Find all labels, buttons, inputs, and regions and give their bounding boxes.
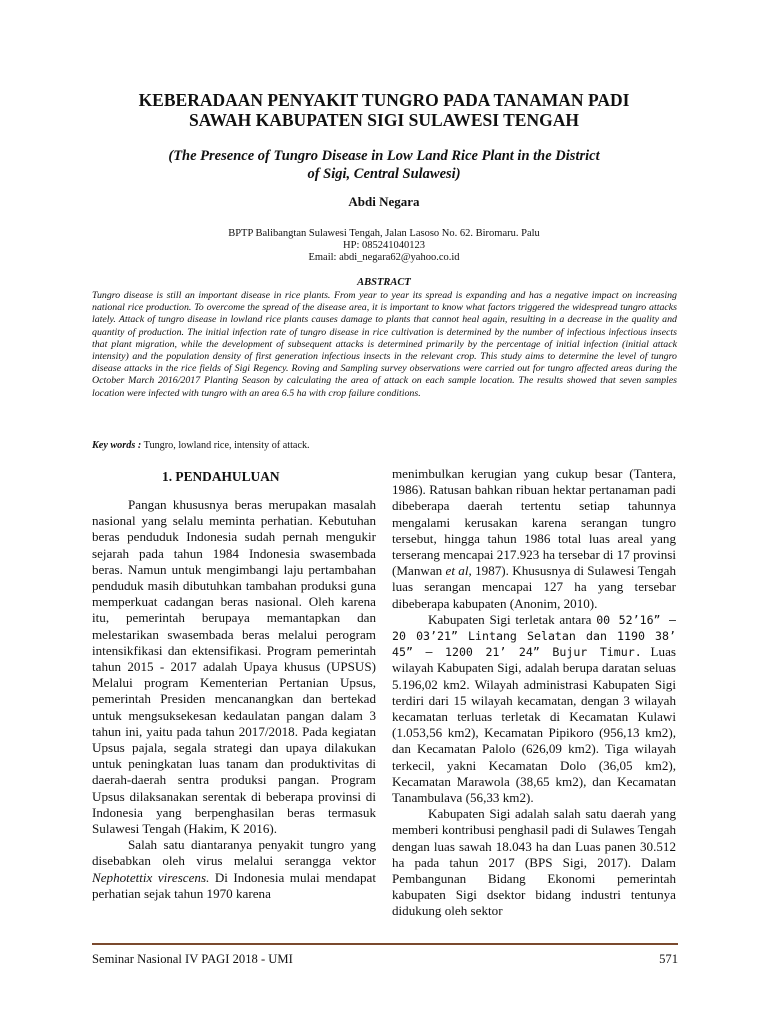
subtitle-line-2: of Sigi, Central Sulawesi) [307,166,461,182]
right-paragraph-1-text-b: 1987). Khususnya di Sulawesi Tengah luas serangan mencapai 127 ha yang tersebar dibeberapa kabupaten (Anonim, 2010). [392,563,677,611]
section-heading: 1. PENDAHULUAN [162,469,280,484]
paper-subtitle [110,147,658,183]
page-footer [92,952,678,966]
right-paragraph-1-text-a: menimbulkan kerugian yang cukup besar (Tantera, 1986). Ratusan bahkan ribuan hektar pertanaman padi dibeberapa daerah tertentu setiap tahunnya mengalami kerusakan karena serangan tungro tersebut, hingga tahun 1986 total luas areal yang terserang mencapai 217.923 ha tersebar di 17 provinsi (Manwan [392,466,676,579]
species-name: Nephotettix virescens. [92,869,210,885]
title-line-2: SAWAH KABUPATEN SIGI SULAWESI TENGAH [189,110,579,130]
title-line-1: KEBERADAAN PENYAKIT TUNGRO PADA TANAMAN PADI [138,90,630,110]
left-paragraph-1: Pangan khususnya beras merupakan masalah nasional yang selalu meminta perhatian. Kebutuhan beras penduduk Indonesia sudah pernah mengukir sejarah pada tahun 1984 Indonesia swasembada beras. Namun untuk mengimbangi laju pertambahan penduduk masih dibutuhkan tambahan produksi guna memperkuat cadangan beras nasional. Oleh karena itu, pemerintah berupaya memantapkan dan melestarikan swasembada beras melalui perogram intensikfikasi dan ektensifikasi. Program pemerintah tahun 2015 - 2017 adalah Upaya khusus (UPSUS) Melalui program Kementerian Pertanian Upsus, pemerintah Presiden mencanangkan dan bertekad untuk mengsuksekesan kedaulatan pangan dalam 3 tahun ini, yaitu pada tahun 2017/2018. Pada kegiatan Upsus pajala, segala strategi dan upaya dilakukan untuk peningkatan luas tanam dan produktivitas di daerah-daerah sentra produksi pangan. Program Upsus dilaksanakan serentak di beberapa provinsi di Indonesia yang berpenghasilan beras termasuk Sulawesi Tengah (Hakim, K 2016). [92,497,376,837]
et-al: et al, [445,563,472,579]
abstract-heading: ABSTRACT [357,277,411,288]
keywords [92,440,310,452]
right-column [392,466,676,920]
right-paragraph-3: Kabupaten Sigi adalah salah satu daerah yang memberi kontribusi penghasil padi di Sulawes Tengah dengan luas sawah 18.043 ha dan Luas panen 30.512 ha pada tahun 2017 (BPS Sigi, 2017). Dalam Pembangunan Bidang Ekonomi pemerintah kabupaten Sigi dsektor bidang industri tentunya didukung oleh sektor [392,806,676,919]
author-name: Abdi Negara [348,194,420,209]
affiliation-phone: HP: 085241040123 [343,240,425,252]
affiliation [0,228,768,265]
subtitle-line-1: (The Presence of Tungro Disease in Low Land Rice Plant in the District [168,148,600,164]
affiliation-address: BPTP Balibangtan Sulawesi Tengah, Jalan Lasoso No. 62. Biromaru. Palu [228,228,540,239]
page-number: 571 [659,952,678,966]
left-column [92,466,376,902]
coordinates: 00 52’16” – 20 03’21” Lintang Selatan dan 1190 38’ 45” – 1200 21’ 24” Bujur Timur. [392,612,677,660]
abstract-text: Tungro disease is still an important disease in rice plants. From year to year its spread is expanding and has a negative impact on increasing national rice production. To overcome the spread of the disease area, it is important to know what factors triggered the widespread tungro attacks lately. Attack of tungro disease in lowland rice plants causes damage to plants that cannot heal again, resulting in a decrease in the quality and quantity of production. The initial infection rate of tungro disease in rice cultivation is determined by the number of infectious infectious insects that plant migration, while the development of subsequent attacks is determined primarily by the percentage of initial infection (initial attack intensity) and the population density of first generation infectious insects in the relevant crop. This study aims to determine the level of tungro disease attacks in the rice fields of Sigi Regency. Roving and Sampling survey observations were carried out for tungro affected areas during the October March 2016/2017 Planting Season by calculating the area of attack on each sample location. The results showed that seven samples location were infected with tungro with an area 6.5 ha with crop failure conditions. [92,290,677,399]
right-paragraph-2-text-b: Luas wilayah Kabupaten Sigi, adalah berupa daratan seluas 5.196,02 km2. Wilayah administrasi Kabupaten Sigi terdiri dari 15 wilayah kecamatan, dengan 3 wilayah kecamatan terluas terletak di Kecamatan Kulawi (1.053,56 km2), Kecamatan Pipikoro (956,13 km2), dan Kecamatan Palolo (626,09 km2). Tiga wilayah terkecil, yakni Kecamatan Dolo (36,05 km2), Kecamatan Marawola (38,65 km2), dan Kecamatan Tanambulava (56,33 km2). [392,644,676,806]
keywords-label: Key words : [92,440,142,451]
keywords-text: Tungro, lowland rice, intensity of attack. [141,440,310,451]
left-paragraph-2-text-b: Di Indonesia mulai mendapat perhatian sejak tahun 1970 karena [92,869,377,901]
paper-title [90,90,678,130]
affiliation-email: Email: abdi_negara62@yahoo.co.id [308,252,460,264]
right-paragraph-2-text-a: Kabupaten Sigi terletak antara [428,611,597,627]
right-paragraph-1 [392,466,676,612]
footer-seminar: Seminar Nasional IV PAGI 2018 - UMI [92,952,293,966]
right-paragraph-2 [392,612,676,806]
footer-rule [92,943,678,945]
left-paragraph-2-text-a: Salah satu diantaranya penyakit tungro yang disebabkan oleh virus melalui serangga vektor [92,837,376,869]
left-paragraph-2 [92,837,376,902]
